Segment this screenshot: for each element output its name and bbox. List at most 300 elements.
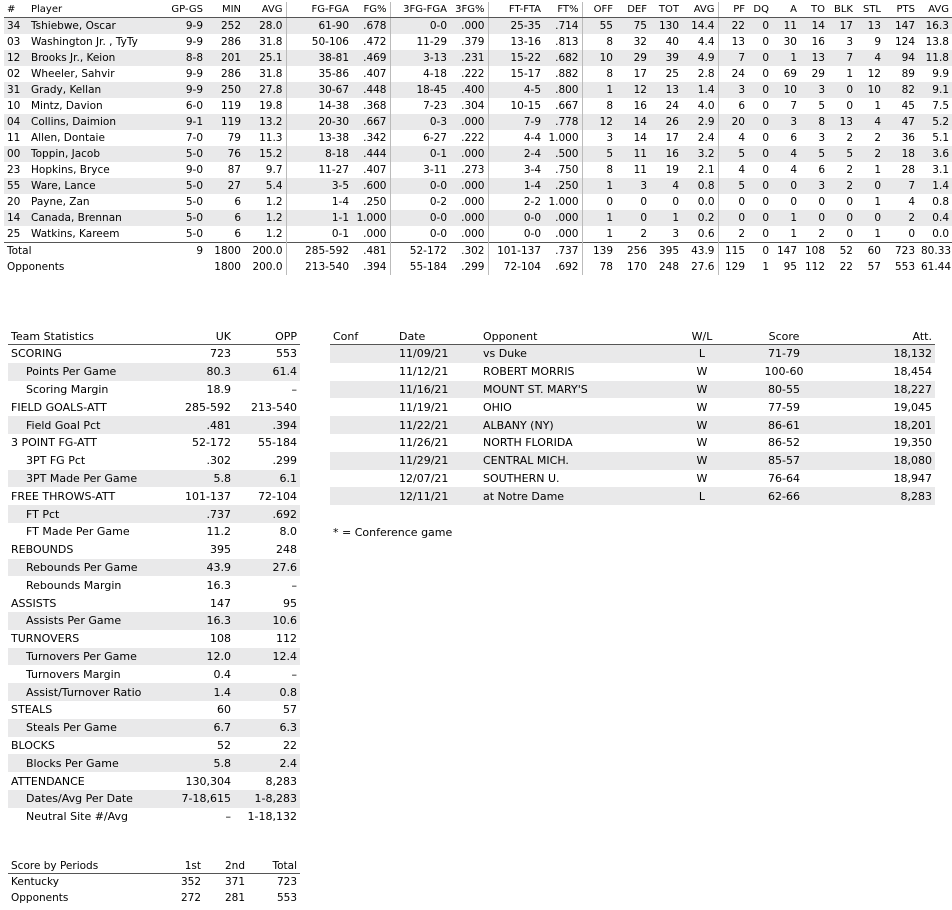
schedule-row (330, 398, 935, 416)
player-stat-cell: 1 (856, 162, 884, 178)
periods-2nd-header: 2nd (204, 858, 248, 874)
totals-cell: 129 (718, 259, 748, 275)
player-stat-cell: 7-23 (390, 98, 450, 114)
player-stat-cell: 0 (772, 194, 800, 210)
totals-cell: 213-540 (286, 259, 352, 275)
schedule-row (330, 452, 935, 470)
player-stat-cell: 12 (856, 66, 884, 82)
player-stat-cell: 7.5 (918, 98, 952, 114)
team-stat-category (8, 772, 300, 790)
period-row (8, 874, 300, 891)
player-stat-cell: 9.7 (244, 162, 286, 178)
player-stat-cell: 0 (828, 98, 856, 114)
player-stat-cell: 61-90 (286, 18, 352, 35)
team-stat-label: Turnovers Margin (26, 667, 121, 681)
schedule-row (330, 345, 935, 363)
totals-cell: 1800 (214, 261, 241, 273)
game-result: W (672, 452, 732, 470)
totals-cell: 0 (748, 243, 772, 260)
team-stat-label: STEALS (11, 703, 53, 717)
team-stat-opp: 61.4 (234, 363, 300, 381)
game-opponent: at Notre Dame (480, 487, 672, 505)
player-stat-cell: 8 (582, 98, 616, 114)
player-stat-cell: 0.2 (682, 210, 718, 226)
team-stat-uk: 11.2 (206, 525, 231, 539)
player-col-header: TOT (650, 2, 682, 18)
player-stat-cell: 03 (4, 34, 28, 50)
player-col-header: AVG (244, 2, 286, 18)
player-stat-cell: 18-45 (390, 82, 450, 98)
player-stat-cell: 35-86 (286, 66, 352, 82)
player-stat-cell: 2 (616, 226, 650, 243)
player-stat-cell: 25 (4, 226, 28, 243)
schedule-wl-header: W/L (672, 328, 732, 345)
game-score: 100-60 (764, 365, 804, 379)
player-stat-cell: 1.2 (244, 210, 286, 226)
team-stat-uk: 723 (210, 347, 231, 361)
player-col-header: STL (856, 2, 884, 18)
player-stat-cell: 3 (800, 82, 828, 98)
player-stat-cell: 9-9 (168, 34, 206, 50)
game-conf (330, 452, 396, 470)
player-col-header: # (4, 2, 28, 18)
totals-cell: 248 (658, 261, 679, 273)
player-stat-cell: 3 (800, 178, 828, 194)
team-stats-header (8, 328, 300, 345)
player-name: Brooks Jr., Keion (28, 50, 168, 66)
player-stat-cell: 0 (748, 178, 772, 194)
team-stat-uk: 130,304 (185, 774, 231, 788)
player-stat-cell: 0 (748, 66, 772, 82)
player-stats-body (4, 18, 952, 243)
team-stat-opp: – (291, 382, 297, 396)
team-stat-label: BLOCKS (11, 738, 55, 752)
player-name: Watkins, Kareem (28, 226, 168, 243)
totals-label: Total (4, 243, 28, 260)
team-stat-opp: 95 (283, 596, 297, 610)
team-stat-subrow (8, 576, 300, 594)
player-stat-cell: 31.8 (244, 34, 286, 50)
player-stat-cell: 1 (828, 66, 856, 82)
player-stat-cell: 2 (828, 130, 856, 146)
player-stat-cell: 20 (4, 194, 28, 210)
team-stat-uk: 52 (217, 738, 231, 752)
schedule-row (330, 381, 935, 399)
player-stat-cell: 02 (4, 66, 28, 82)
game-date: 12/11/21 (396, 487, 480, 505)
team-stat-opp: .394 (234, 416, 300, 434)
game-attendance: 18,080 (836, 452, 935, 470)
player-stat-cell: 32 (616, 34, 650, 50)
player-stat-cell: .407 (352, 66, 390, 82)
totals-cell: 52 (828, 243, 856, 260)
team-stat-opp: 213-540 (251, 400, 297, 414)
player-name: Collins, Daimion (28, 114, 168, 130)
player-stat-cell: 47 (884, 114, 918, 130)
player-stat-cell: 1-4 (488, 178, 544, 194)
player-stats-table (4, 2, 952, 275)
player-stat-cell: 13 (718, 34, 748, 50)
player-row (4, 66, 952, 82)
player-stat-cell: 2 (828, 162, 856, 178)
player-stat-cell: .000 (450, 146, 488, 162)
team-stat-uk: 16.3 (178, 612, 234, 630)
player-stat-cell: 0-0 (488, 226, 544, 243)
team-stat-subrow (8, 808, 300, 826)
game-conf (330, 345, 396, 363)
player-stat-cell: 8-8 (168, 50, 206, 66)
player-stat-cell: 5.1 (918, 130, 952, 146)
totals-cell: 285-592 (286, 243, 352, 260)
player-stat-cell: 3 (772, 114, 800, 130)
totals-cell: 1800 (206, 243, 244, 260)
player-stat-cell: 0.0 (918, 226, 952, 243)
team-stat-category (8, 398, 300, 416)
player-stat-cell: 0 (748, 226, 772, 243)
player-name: Payne, Zan (28, 194, 168, 210)
totals-cell: 395 (650, 243, 682, 260)
player-stat-cell: 0 (718, 210, 748, 226)
game-conf (330, 363, 396, 381)
player-stat-cell: .882 (544, 66, 582, 82)
player-stat-cell: 2.8 (682, 66, 718, 82)
player-stat-cell: 3 (582, 130, 616, 146)
totals-cell: 256 (616, 243, 650, 260)
player-stat-cell: 2 (884, 210, 918, 226)
player-stat-cell: 0 (772, 178, 800, 194)
team-stat-category (8, 345, 300, 363)
player-row (4, 194, 952, 210)
player-stat-cell: 4 (772, 146, 800, 162)
team-stat-uk: 5.8 (178, 754, 234, 772)
team-stats-uk-header: UK (178, 328, 234, 345)
player-stat-cell: 10 (772, 82, 800, 98)
player-stat-cell: 5.2 (918, 114, 952, 130)
player-stat-cell: 0 (748, 114, 772, 130)
player-stat-cell: 1 (582, 178, 616, 194)
totals-cell: 147 (772, 243, 800, 260)
player-row (4, 82, 952, 98)
player-stat-cell: 8 (582, 34, 616, 50)
period-score: 352 (180, 876, 201, 888)
player-stat-cell: 252 (206, 18, 244, 35)
player-name: Mintz, Davion (28, 98, 168, 114)
team-stat-label: ATTENDANCE (11, 774, 85, 788)
player-col-header: AVG (682, 2, 718, 18)
team-stat-opp: 8,283 (265, 774, 297, 788)
team-stat-opp: 12.4 (234, 648, 300, 666)
player-col-header: PF (718, 2, 748, 18)
player-stat-cell: 1 (582, 82, 616, 98)
player-stat-cell: 1 (772, 226, 800, 243)
totals-cell: 723 (884, 243, 918, 260)
player-stat-cell: 5 (718, 178, 748, 194)
player-stat-cell: .250 (544, 178, 582, 194)
player-stat-cell: 1.000 (544, 194, 582, 210)
player-stat-cell: .000 (450, 194, 488, 210)
player-stat-cell: 286 (206, 34, 244, 50)
player-stat-cell: 0 (856, 210, 884, 226)
game-date: 11/29/21 (396, 452, 480, 470)
team-stat-label: Rebounds Per Game (8, 559, 178, 577)
player-name: Hopkins, Bryce (28, 162, 168, 178)
score-by-periods-table (8, 858, 300, 906)
game-result: W (696, 471, 708, 485)
player-stat-cell: 17 (650, 130, 682, 146)
player-row (4, 226, 952, 243)
player-stat-cell: 4 (718, 162, 748, 178)
totals-cell: 72-104 (488, 259, 544, 275)
player-stat-cell: 1.000 (352, 210, 390, 226)
team-stat-label: TURNOVERS (11, 632, 80, 646)
player-stat-cell: 5-0 (168, 226, 206, 243)
player-stat-cell: 15.2 (244, 146, 286, 162)
player-stat-cell: 147 (884, 18, 918, 35)
player-stat-cell: 13 (856, 18, 884, 35)
player-stat-cell: 9-9 (168, 82, 206, 98)
player-stat-cell: .667 (544, 98, 582, 114)
game-conf (330, 470, 396, 488)
player-stat-cell: 30-67 (286, 82, 352, 98)
game-attendance: 18,201 (836, 416, 935, 434)
player-stat-cell: .000 (544, 226, 582, 243)
team-stat-label: Assist/Turnover Ratio (8, 683, 178, 701)
player-stat-cell: 5-0 (168, 146, 206, 162)
player-name: Toppin, Jacob (28, 146, 168, 162)
totals-cell: 200.0 (244, 243, 286, 260)
player-stat-cell: 0 (748, 194, 772, 210)
player-stat-cell: 69 (772, 66, 800, 82)
team-stat-category (8, 630, 300, 648)
player-stat-cell: 6 (718, 98, 748, 114)
player-row (4, 50, 952, 66)
team-stat-label: Blocks Per Game (8, 754, 178, 772)
totals-cell: 57 (867, 261, 881, 273)
player-stat-cell: 9-1 (168, 114, 206, 130)
period-score: 281 (224, 892, 245, 904)
team-stat-opp: 8.0 (279, 525, 297, 539)
game-conf (330, 416, 396, 434)
player-col-header: OFF (582, 2, 616, 18)
player-stat-cell: .250 (352, 194, 390, 210)
player-stat-cell: 10 (856, 82, 884, 98)
game-opponent: NORTH FLORIDA (483, 436, 573, 450)
player-stat-cell: .379 (450, 34, 488, 50)
game-result: L (672, 345, 732, 363)
player-stat-cell: 0 (748, 82, 772, 98)
player-stat-cell: 29 (616, 50, 650, 66)
player-stat-cell: 6-27 (390, 130, 450, 146)
game-date: 11/19/21 (399, 400, 449, 414)
team-stat-label: 3PT FG Pct (26, 454, 86, 468)
player-stat-cell: 36 (884, 130, 918, 146)
player-stat-cell: 2.9 (682, 114, 718, 130)
player-stat-cell: 5 (828, 146, 856, 162)
totals-cell (28, 243, 168, 260)
totals-cell: 170 (626, 261, 647, 273)
player-stat-cell: 76 (206, 146, 244, 162)
player-stat-cell: 10 (582, 50, 616, 66)
player-col-header: PTS (884, 2, 918, 18)
player-stat-cell: .000 (544, 210, 582, 226)
player-stat-cell: 6-0 (168, 98, 206, 114)
schedule-conf-header: Conf (330, 328, 396, 345)
player-stat-cell: 5-0 (168, 210, 206, 226)
team-stat-uk: 52-172 (192, 436, 231, 450)
player-stat-cell: 4-4 (488, 130, 544, 146)
team-stat-opp: 6.1 (234, 470, 300, 488)
team-stat-category (8, 434, 300, 452)
player-stat-cell: 5 (800, 98, 828, 114)
team-stat-label: FIELD GOALS-ATT (11, 400, 107, 414)
team-stat-uk: 147 (210, 596, 231, 610)
player-stat-cell: 17 (616, 66, 650, 82)
player-stat-cell: 94 (884, 50, 918, 66)
player-stat-cell: 1 (772, 50, 800, 66)
player-stat-cell: 2-2 (488, 194, 544, 210)
game-date: 11/12/21 (399, 365, 449, 379)
team-stat-label: Rebounds Margin (26, 578, 122, 592)
team-stat-uk: – (225, 810, 231, 824)
totals-cell: 553 (894, 261, 915, 273)
game-date: 11/09/21 (396, 345, 480, 363)
player-stat-cell: 25 (650, 66, 682, 82)
player-stat-cell: 5-0 (168, 178, 206, 194)
game-score: 80-55 (732, 381, 836, 399)
team-stat-opp: 248 (276, 543, 297, 557)
player-stat-cell: 0-0 (390, 210, 450, 226)
player-stat-cell: 27.8 (244, 82, 286, 98)
team-stat-label: Field Goal Pct (8, 416, 178, 434)
game-result: W (696, 365, 708, 379)
player-stat-cell: 130 (650, 18, 682, 35)
player-col-header: BLK (828, 2, 856, 18)
game-opponent: CENTRAL MICH. (480, 452, 672, 470)
team-stat-opp: 72-104 (258, 489, 297, 503)
player-stat-cell: 0 (748, 146, 772, 162)
schedule-row (330, 487, 935, 505)
player-stat-cell: 6 (206, 226, 244, 243)
player-stat-cell: .000 (450, 178, 488, 194)
player-stat-cell: 2 (718, 226, 748, 243)
totals-cell: 52-172 (390, 243, 450, 260)
player-stat-cell: 0 (718, 194, 748, 210)
team-stat-subrow (8, 523, 300, 541)
player-stat-cell: 0-0 (390, 178, 450, 194)
game-result: W (672, 416, 732, 434)
player-stat-cell: 0 (856, 178, 884, 194)
player-stat-cell: .273 (450, 162, 488, 178)
player-stat-cell: 11-29 (390, 34, 450, 50)
player-stat-cell: 40 (650, 34, 682, 50)
period-score: 272 (180, 892, 201, 904)
totals-cell: 80.33 (918, 243, 952, 260)
player-stat-cell: 2 (828, 178, 856, 194)
player-stat-cell: 20-30 (286, 114, 352, 130)
team-stat-subrow (8, 612, 300, 630)
player-stat-cell: 0 (748, 18, 772, 35)
player-stat-cell: .500 (544, 146, 582, 162)
game-result: W (696, 436, 708, 450)
schedule-row (330, 416, 935, 434)
totals-cell: .299 (461, 261, 485, 273)
totals-cell: 200.0 (252, 261, 283, 273)
team-stat-opp: 22 (283, 738, 297, 752)
game-opponent: ALBANY (NY) (480, 416, 672, 434)
player-name: Wheeler, Sahvir (28, 66, 168, 82)
player-stat-cell: 4-18 (390, 66, 450, 82)
schedule-row (330, 470, 935, 488)
player-stat-cell: .750 (544, 162, 582, 178)
player-stat-cell: .667 (352, 114, 390, 130)
player-stat-cell: 3-5 (286, 178, 352, 194)
player-stat-cell: 13-16 (488, 34, 544, 50)
player-stat-cell: 24 (718, 66, 748, 82)
player-col-header: MIN (206, 2, 244, 18)
player-stat-cell: 0 (828, 226, 856, 243)
player-stat-cell: 15-22 (488, 50, 544, 66)
player-stat-cell: 1.4 (918, 178, 952, 194)
player-stat-cell: 75 (616, 18, 650, 35)
team-stat-category (8, 701, 300, 719)
totals-row (4, 259, 952, 275)
player-stat-cell: 24 (650, 98, 682, 114)
team-stat-uk: 18.9 (206, 382, 231, 396)
totals-cell: 9 (168, 243, 206, 260)
player-stat-cell: 3 (828, 34, 856, 50)
game-attendance: 19,350 (893, 436, 932, 450)
player-stat-cell: 1 (772, 210, 800, 226)
team-stat-opp: 57 (283, 703, 297, 717)
player-stat-cell: 286 (206, 66, 244, 82)
player-stat-cell: .407 (352, 162, 390, 178)
team-stat-label: 3PT Made Per Game (8, 470, 178, 488)
player-stat-cell: 0 (748, 162, 772, 178)
period-team: Opponents (11, 892, 69, 904)
player-stat-cell: 0 (650, 194, 682, 210)
team-stat-subrow (8, 719, 300, 737)
team-stat-uk: 7-18,615 (178, 790, 234, 808)
player-stat-cell: 4-5 (488, 82, 544, 98)
player-stat-cell: .400 (450, 82, 488, 98)
player-stat-cell: 26 (650, 114, 682, 130)
player-stat-cell: 10-15 (488, 98, 544, 114)
team-stat-opp: 2.4 (234, 754, 300, 772)
player-name: Tshiebwe, Oscar (28, 18, 168, 35)
game-score: 62-66 (732, 487, 836, 505)
player-col-header: DQ (748, 2, 772, 18)
player-stat-cell: 5 (800, 146, 828, 162)
player-stat-cell: .000 (450, 210, 488, 226)
player-stat-cell: 3-11 (390, 162, 450, 178)
player-stat-cell: 2.4 (682, 130, 718, 146)
player-stat-cell: 19.8 (244, 98, 286, 114)
player-stat-cell: 31 (4, 82, 28, 98)
game-conf (330, 434, 396, 452)
team-stat-subrow (8, 648, 300, 666)
player-stat-cell: 1 (856, 194, 884, 210)
player-stat-cell: 04 (4, 114, 28, 130)
player-stat-cell: 8 (800, 114, 828, 130)
schedule-opponent-header: Opponent (480, 328, 672, 345)
player-stat-cell: 2-4 (488, 146, 544, 162)
player-stat-cell: 0 (800, 210, 828, 226)
player-stat-cell: 6 (800, 162, 828, 178)
player-stat-cell: 7 (718, 50, 748, 66)
game-score: 86-52 (768, 436, 800, 450)
player-row (4, 146, 952, 162)
player-stat-cell: 0.4 (918, 210, 952, 226)
